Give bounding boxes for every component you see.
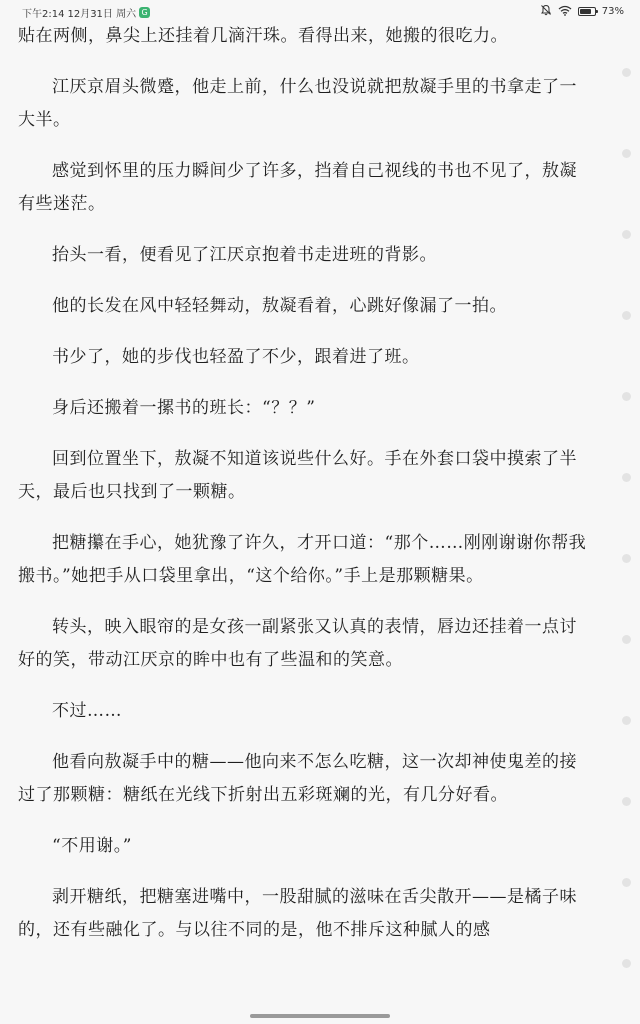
app-notification-icon: G (139, 7, 150, 18)
paragraph-7: 身后还搬着一摞书的班长：“？？” (52, 398, 316, 418)
status-time: 下午2:14 (22, 9, 65, 20)
paragraph-4: 抬头一看，便看见了江厌京抱着书走进班的背影。 (52, 245, 437, 265)
paragraph-10: 转头，映入眼帘的是女孩一副紧张又认真的表情，唇边还挂着一点讨好的笑，带动江厌京的眸中也有了些温和的笑意。 (18, 617, 577, 670)
battery-percent: 73% (601, 6, 624, 17)
paragraph-2: 江厌京眉头微蹙，他走上前，什么也没说就把敖凝手里的书拿走了一大半。 (18, 77, 577, 130)
home-indicator[interactable] (250, 1014, 390, 1018)
status-right (540, 4, 624, 19)
paragraph-3: 感觉到怀里的压力瞬间少了许多，挡着自己视线的书也不见了，敖凝有些迷茫。 (18, 161, 577, 214)
punch-hole (622, 149, 631, 158)
battery-icon (578, 7, 596, 16)
wifi-icon (558, 5, 572, 19)
punch-hole (622, 797, 631, 806)
punch-hole (622, 716, 631, 725)
paragraph-13: “不用谢。” (52, 836, 132, 856)
reader-content[interactable] (18, 20, 590, 965)
punch-hole (622, 473, 631, 482)
mute-icon (540, 4, 552, 19)
status-date: 12月31日 周六 (67, 9, 137, 20)
paragraph-8: 回到位置坐下，敖凝不知道该说些什么好。手在外套口袋中摸索了半天，最后也只找到了一颗糖。 (18, 449, 577, 502)
notebook-punch-holes (622, 55, 632, 1004)
punch-hole (622, 635, 631, 644)
status-bar (0, 0, 640, 22)
paragraph-11: 不过…… (52, 701, 122, 721)
punch-hole (622, 230, 631, 239)
paragraph-5: 他的长发在风中轻轻舞动，敖凝看着，心跳好像漏了一拍。 (52, 296, 507, 316)
punch-hole (622, 311, 631, 320)
paragraph-9: 把糖攥在手心，她犹豫了许久，才开口道：“那个……刚刚谢谢你帮我搬书。”她把手从口袋里拿出，“这个给你。”手上是那颗糖果。 (18, 533, 587, 586)
punch-hole (622, 554, 631, 563)
punch-hole (622, 959, 631, 968)
paragraph-6: 书少了，她的步伐也轻盈了不少，跟着进了班。 (52, 347, 420, 367)
paragraph-12: 他看向敖凝手中的糖——他向来不怎么吃糖，这一次却神使鬼差的接过了那颗糖：糖纸在光线下折射出五彩斑斓的光，有几分好看。 (18, 752, 577, 805)
paragraph-14: 剥开糖纸，把糖塞进嘴中，一股甜腻的滋味在舌尖散开——是橘子味的，还有些融化了。与以往不同的是，他不排斥这种腻人的感 (18, 887, 577, 940)
status-left (22, 5, 150, 20)
punch-hole (622, 68, 631, 77)
paragraph-1: 贴在两侧，鼻尖上还挂着几滴汗珠。看得出来，她搬的很吃力。 (18, 26, 508, 46)
punch-hole (622, 392, 631, 401)
punch-hole (622, 878, 631, 887)
battery-level (580, 9, 592, 14)
